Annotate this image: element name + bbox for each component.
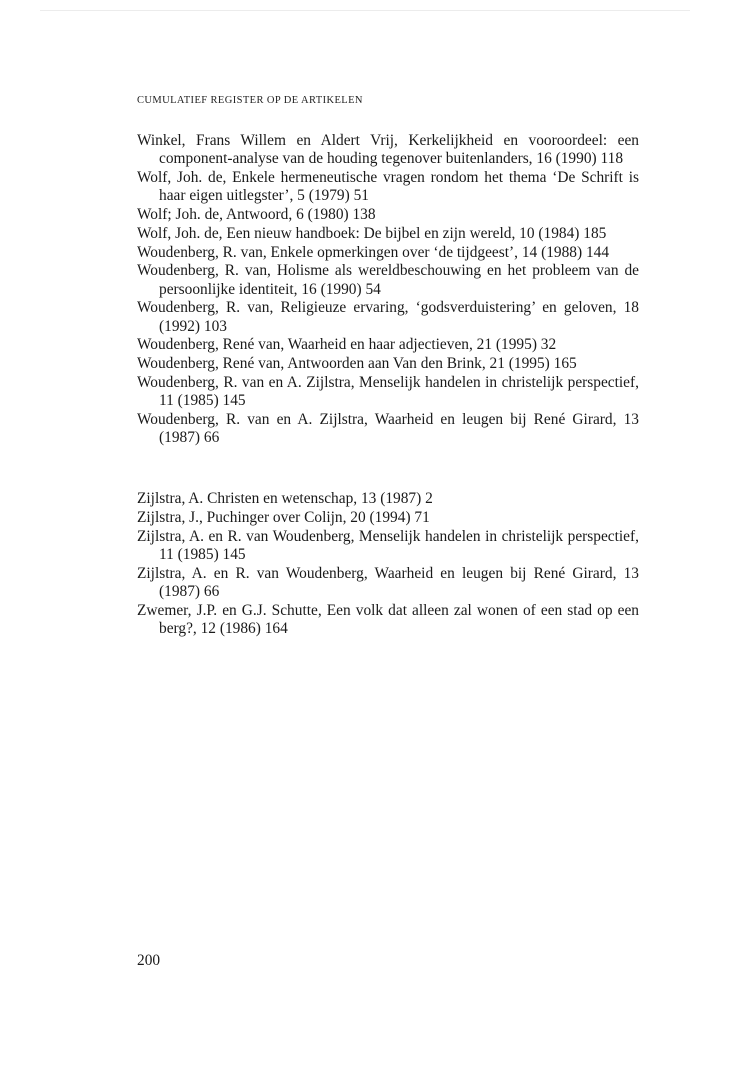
register-entry: Wolf, Joh. de, Enkele hermeneutische vragen rondom het thema ‘De Schrift is haar eigen uitlegster’, 5 (1979) 51 (137, 169, 639, 205)
register-entry: Woudenberg, René van, Waarheid en haar adjectieven, 21 (1995) 32 (137, 336, 557, 354)
register-entry: Woudenberg, R. van, Religieuze ervaring, ‘godsverduistering’ en geloven, 18 (1992) 103 (137, 299, 639, 335)
register-entry: Woudenberg, R. van, Holisme als wereldbeschouwing en het probleem van de persoonlijke identiteit, 16 (1990) 54 (137, 262, 639, 298)
top-edge-rule (40, 10, 690, 11)
register-entry: Zijlstra, A. en R. van Woudenberg, Menselijk handelen in christelijk perspectief, 11 (1985) 145 (137, 527, 639, 563)
page-number: 200 (137, 952, 161, 969)
register-entry: Wolf; Joh. de, Antwoord, 6 (1980) 138 (137, 206, 376, 223)
register-entry: Woudenberg, R. van, Enkele opmerkingen over ‘de tijdgeest’, 14 (1988) 144 (137, 243, 610, 261)
register-entry: Wolf, Joh. de, Een nieuw handboek: De bijbel en zijn wereld, 10 (1984) 185 (137, 224, 607, 242)
register-entries (137, 132, 639, 639)
register-entry: Woudenberg, R. van en A. Zijlstra, Menselijk handelen in christelijk perspectief, 11 (1985) 145 (137, 373, 639, 410)
register-entry: Zijlstra, A. en R. van Woudenberg, Waarheid en leugen bij René Girard, 13 (1987) 66 (137, 564, 639, 600)
register-entry: Zijlstra, J., Puchinger over Colijn, 20 (1994) 71 (137, 508, 430, 526)
running-header: CUMULATIEF REGISTER OP DE ARTIKELEN (137, 95, 363, 106)
register-entry: Winkel, Frans Willem en Aldert Vrij, Kerkelijkheid en vooroordeel: een component-analyse van de houding tegenover buitenlanders, 16 (1990) 118 (137, 132, 639, 168)
section-gap (137, 448, 639, 490)
register-entry: Zwemer, J.P. en G.J. Schutte, Een volk dat alleen zal wonen of een stad op een berg?, 12 (1986) 164 (137, 601, 639, 637)
register-entry: Woudenberg, René van, Antwoorden aan Van den Brink, 21 (1995) 165 (137, 355, 577, 373)
register-entry: Woudenberg, R. van en A. Zijlstra, Waarheid en leugen bij René Girard, 13 (1987) 66 (137, 410, 639, 447)
register-entry: Zijlstra, A. Christen en wetenschap, 13 (1987) 2 (137, 489, 433, 507)
